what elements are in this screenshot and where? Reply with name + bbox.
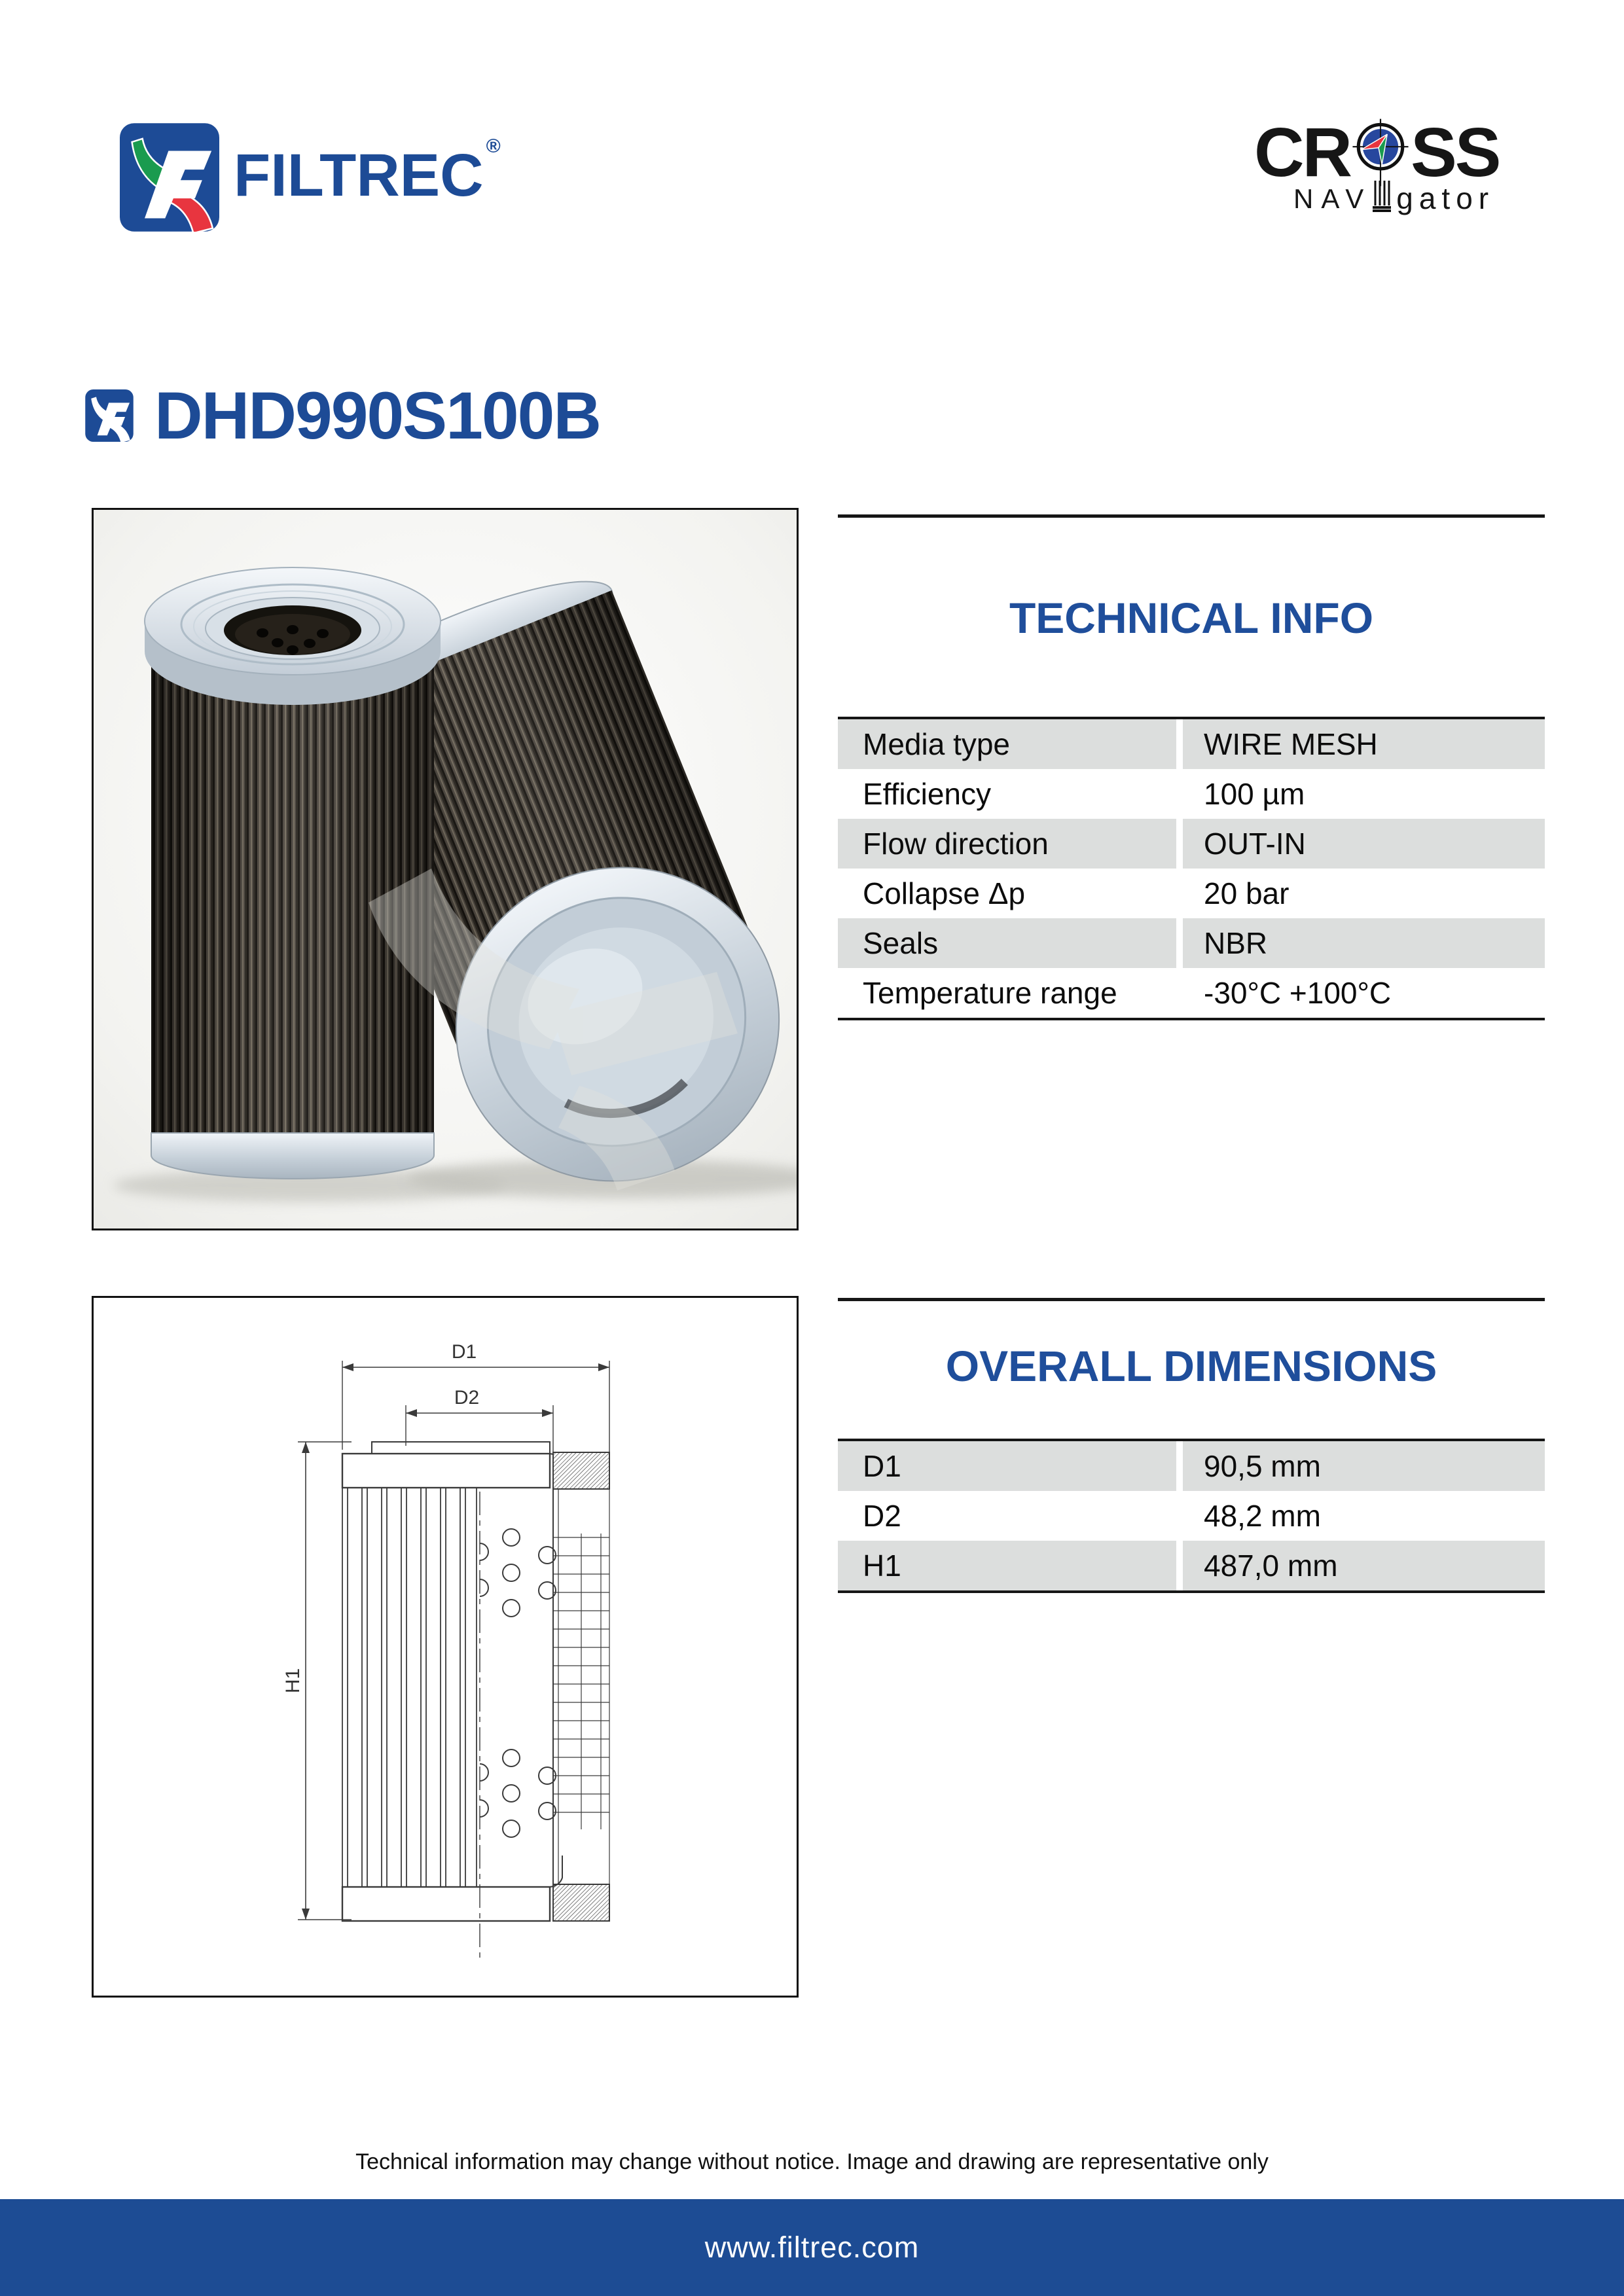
- table-row: [838, 1441, 1545, 1491]
- table-row: [838, 968, 1545, 1018]
- table-row: [838, 869, 1545, 918]
- filtrec-logo: [120, 123, 501, 232]
- section-divider: [838, 1298, 1545, 1301]
- row-label: Media type: [838, 719, 1176, 769]
- technical-drawing-image: [94, 1298, 797, 1996]
- filtrec-f-icon: [120, 123, 219, 232]
- overall-dimensions-section: [838, 1298, 1545, 1593]
- footer-bar: [0, 2199, 1624, 2296]
- h1-label: H1: [282, 1668, 304, 1694]
- disclaimer-text: Technical information may change without notice. Image and drawing are representative only: [355, 2149, 1269, 2174]
- row-value: WIRE MESH: [1183, 719, 1545, 769]
- website-link[interactable]: www.filtrec.com: [704, 2231, 920, 2264]
- section-divider: [838, 514, 1545, 518]
- column-gap: [1176, 918, 1183, 968]
- column-gap: [1176, 719, 1183, 769]
- technical-info-title: TECHNICAL INFO: [1009, 594, 1374, 642]
- product-title-row: [84, 378, 601, 453]
- compass-icon: [1352, 118, 1409, 187]
- cross-ss-text: SS: [1411, 114, 1500, 191]
- column-gap: [1176, 1541, 1183, 1590]
- product-f-icon: [84, 389, 135, 442]
- overall-dimensions-table: [838, 1439, 1545, 1593]
- gator-text: gator: [1396, 181, 1495, 215]
- column-gap: [1176, 869, 1183, 918]
- cross-cr-text: CR: [1254, 114, 1351, 191]
- row-value: 48,2 mm: [1204, 1499, 1321, 1533]
- technical-info-table: [838, 717, 1545, 1020]
- column-icon: [1373, 179, 1391, 212]
- product-code: DHD990S100B: [154, 378, 601, 453]
- row-label: D1: [838, 1441, 1176, 1491]
- cross-word-row: [1254, 114, 1529, 191]
- row-value: -30°C +100°C: [1204, 976, 1392, 1010]
- d1-label: D1: [451, 1341, 477, 1363]
- column-gap: [1176, 769, 1183, 819]
- column-gap: [1176, 819, 1183, 869]
- table-row: [838, 819, 1545, 869]
- column-gap: [1176, 1491, 1183, 1541]
- table-row: [838, 769, 1545, 819]
- row-value: 487,0 mm: [1183, 1541, 1545, 1590]
- cross-navigator-logo: [1254, 114, 1529, 216]
- row-label: Efficiency: [863, 777, 992, 811]
- row-value: 20 bar: [1204, 876, 1290, 910]
- column-gap: [1176, 968, 1183, 1018]
- product-photo-image: [94, 510, 797, 1229]
- row-value: NBR: [1183, 918, 1545, 968]
- table-row: [838, 1491, 1545, 1541]
- technical-drawing: [92, 1296, 799, 1998]
- row-label: Collapse Δp: [863, 876, 1026, 910]
- brand-wordmark: [234, 135, 501, 209]
- row-label: Seals: [838, 918, 1176, 968]
- row-label: Temperature range: [863, 976, 1117, 1010]
- product-photo: [92, 508, 799, 1230]
- overall-dimensions-title: OVERALL DIMENSIONS: [945, 1342, 1437, 1390]
- row-label: Flow direction: [838, 819, 1176, 869]
- row-value: OUT-IN: [1183, 819, 1545, 869]
- table-row: [838, 1541, 1545, 1590]
- row-value: 100 µm: [1204, 777, 1305, 811]
- row-value: 90,5 mm: [1183, 1441, 1545, 1491]
- table-row: [838, 719, 1545, 769]
- brand-text: FILTREC: [234, 142, 484, 209]
- column-gap: [1176, 1441, 1183, 1491]
- nav-text: NAV: [1293, 183, 1372, 214]
- registered-mark: ®: [486, 135, 501, 158]
- row-label: H1: [838, 1541, 1176, 1590]
- row-label: D2: [863, 1499, 901, 1533]
- technical-info-section: [838, 514, 1545, 1020]
- table-row: [838, 918, 1545, 968]
- d2-label: D2: [454, 1387, 480, 1408]
